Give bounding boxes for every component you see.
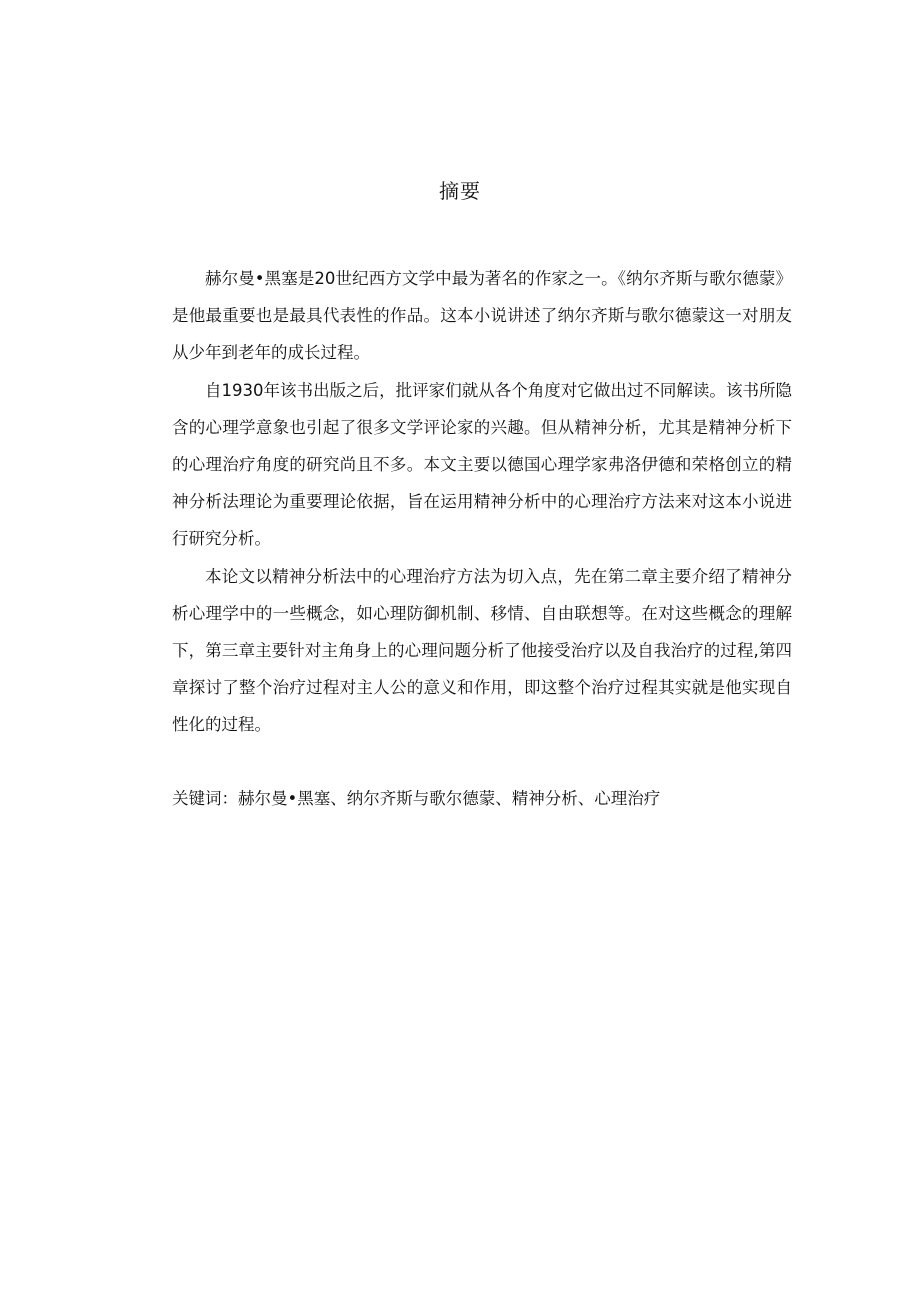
abstract-body <box>172 260 792 744</box>
abstract-paragraph-2: 自1930年该书出版之后，批评家们就从各个角度对它做出过不同解读。该书所隐含的心理学意象也引起了很多文学评论家的兴趣。但从精神分析，尤其是精神分析下的心理治疗角度的研究尚且不多。本文主要以德国心理学家弗洛伊德和荣格创立的精神分析法理论为重要理论依据，旨在运用精神分析中的心理治疗方法来对这本小说进行研究分析。 <box>172 380 792 549</box>
keywords-line: 关键词：赫尔曼•黑塞、纳尔齐斯与歌尔德蒙、精神分析、心理治疗 <box>172 789 661 808</box>
abstract-paragraph-1: 赫尔曼•黑塞是20世纪西方文学中最为著名的作家之一。《纳尔齐斯与歌尔德蒙》是他最重要也是最具代表性的作品。这本小说讲述了纳尔齐斯与歌尔德蒙这一对朋友从少年到老年的成长过程。 <box>172 269 792 363</box>
abstract-paragraph-3: 本论文以精神分析法中的心理治疗方法为切入点，先在第二章主要介绍了精神分析心理学中的一些概念，如心理防御机制、移情、自由联想等。在对这些概念的理解下，第三章主要针对主角身上的心理问题分析了他接受治疗以及自我治疗的过程,第四章探讨了整个治疗过程对主人公的意义和作用，即这整个治疗过程其实就是他实现自性化的过程。 <box>172 566 792 735</box>
abstract-title: 摘要 <box>439 179 481 203</box>
